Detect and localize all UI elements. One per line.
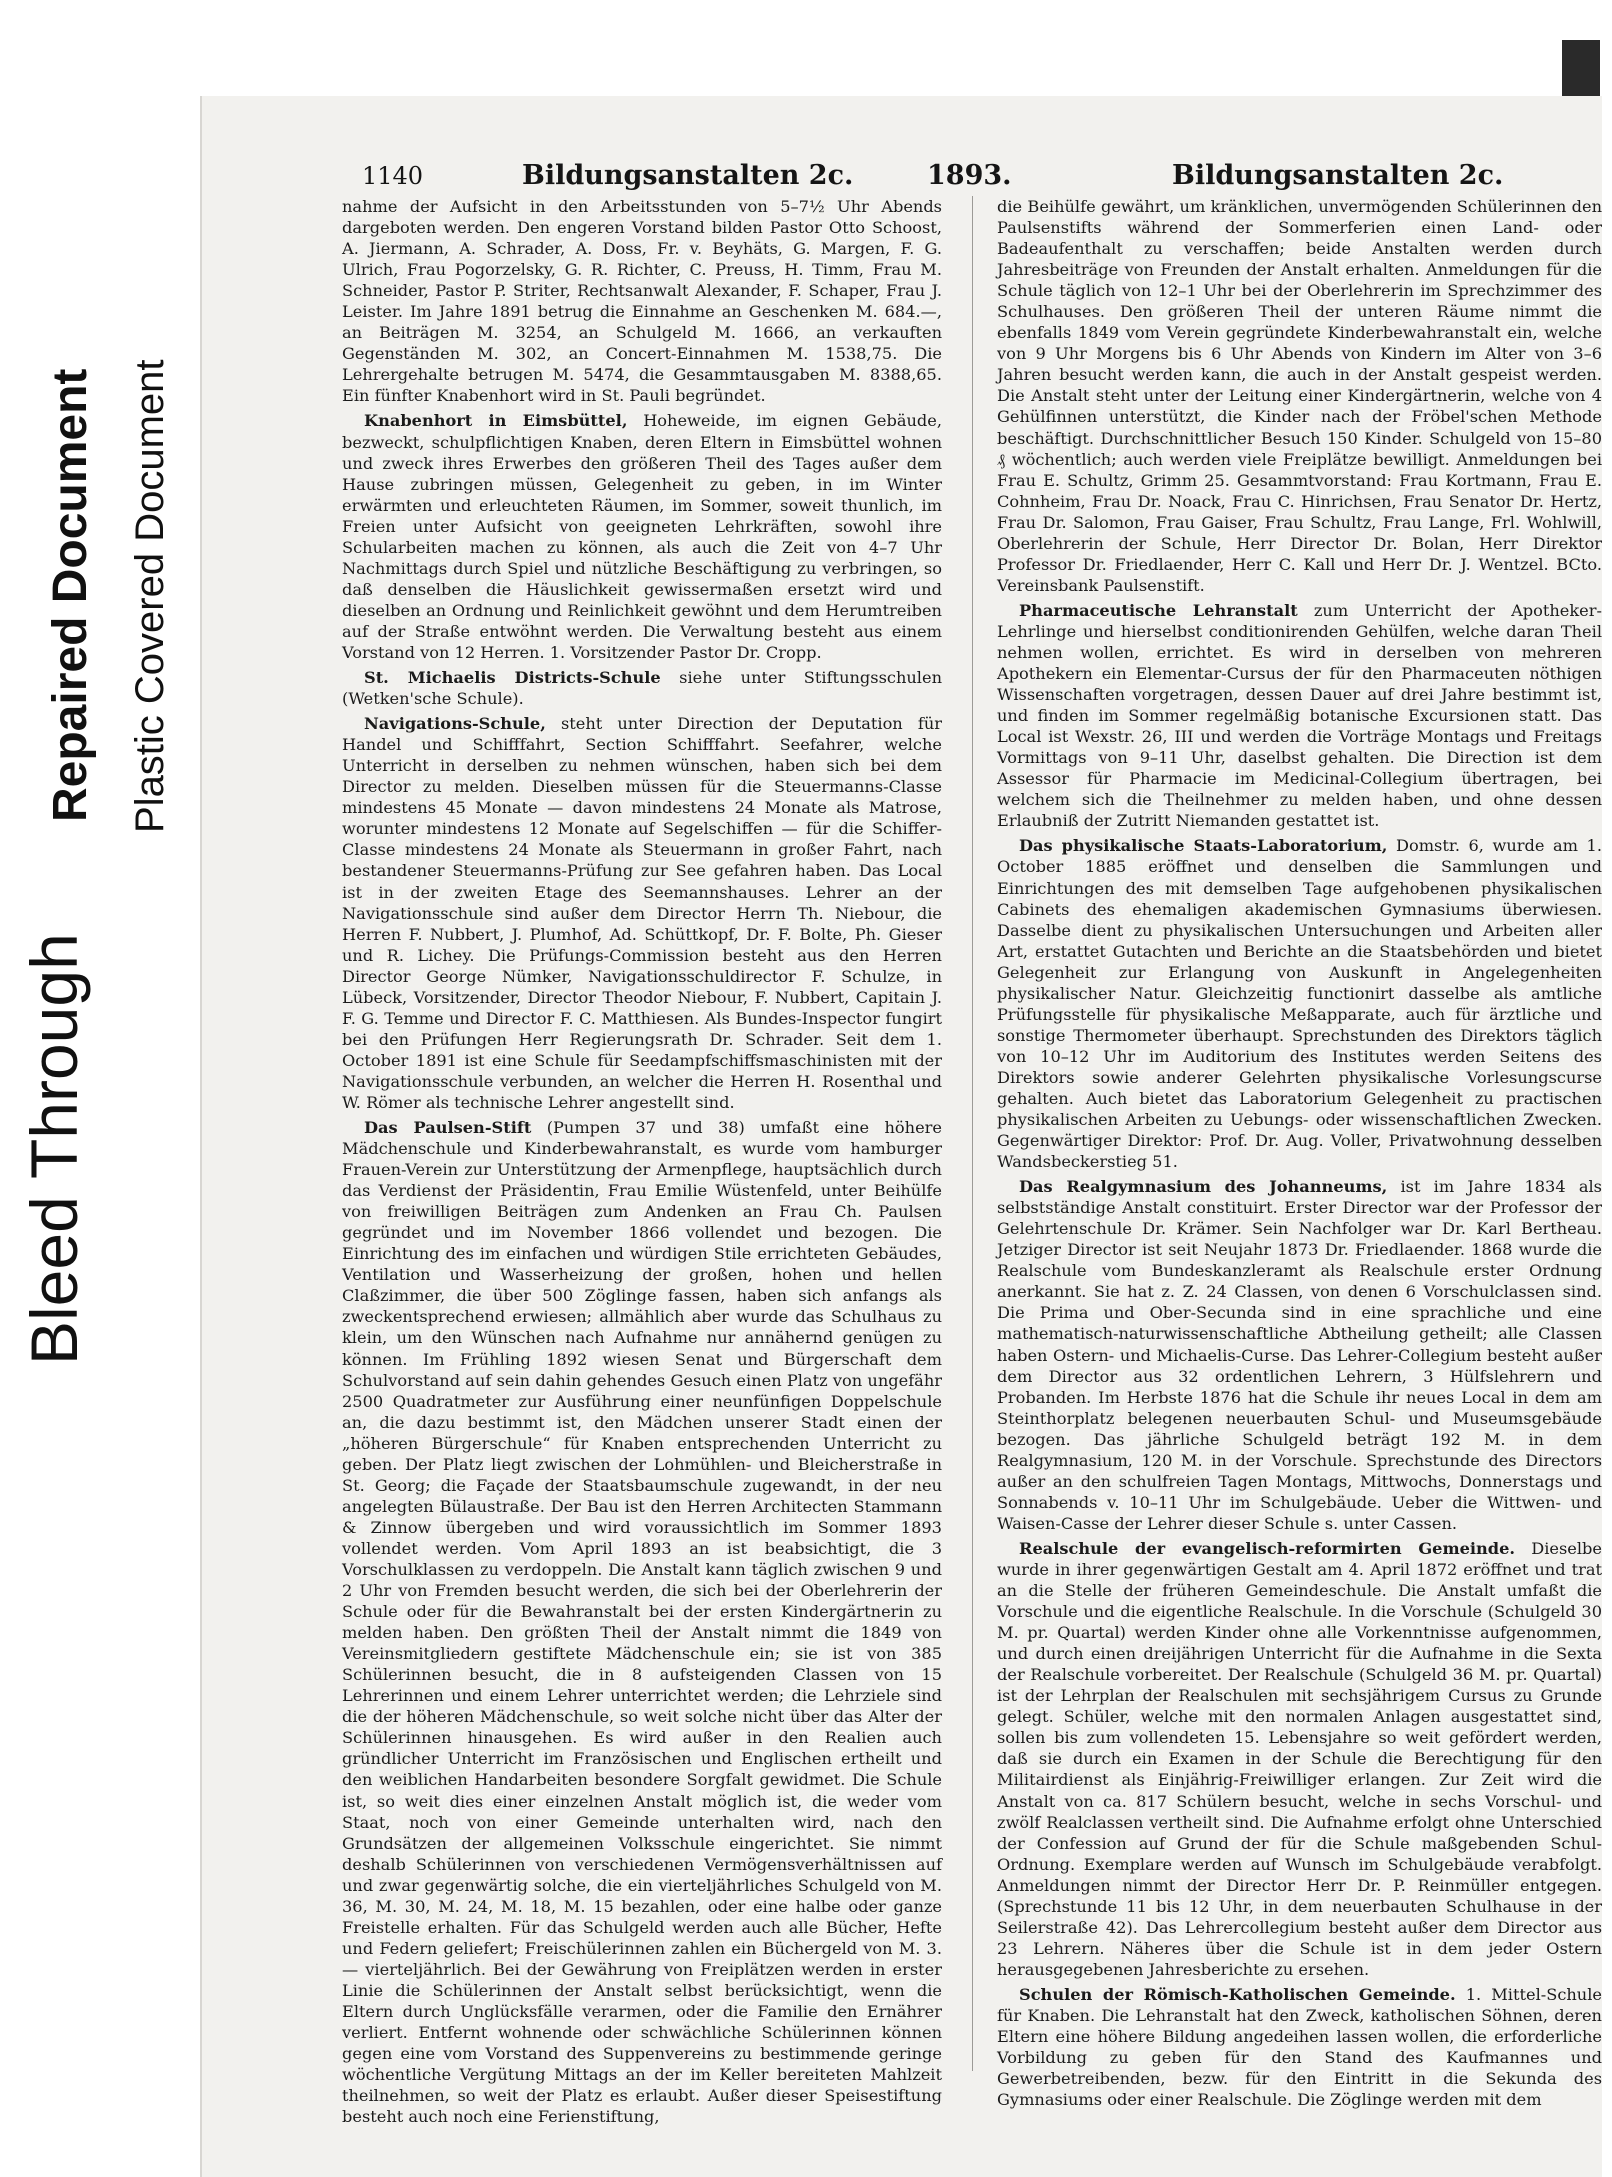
entry-body: steht unter Direction der Deputation für Handel und Schifffahrt, Section Schifffahrt. Seefahrer, welche Unterricht in derselben zu nehmen wünschen, haben sich bei dem Director zu melden. Dieselben müssen für die Steuermanns-Classe mindestens 45 Monate — davon mindestens 24 Monate als Matrose, worunter mindestens 12 Monate auf Segelschiffen — für die Schiffer-Classe mindestens 24 Monate als Steuermann in großer Fahrt, nach bestandener Steuermanns-Prüfung zur See gefahren haben. Das Local ist in der zweiten Etage des Seemannshauses. Lehrer an der Navigationsschule sind außer dem Director Herrn Th. Niebour, die Herren F. Nubbert, J. Plumhof, Ad. Schüttkopf, Dr. F. Bolte, Ph. Gieser und R. Lichey. Die Prüfungs-Commission besteht aus den Herren Director George Nümker, Navigationsschuldirector F. Schulze, in Lübeck, Vorsitzender, Director Theodor Niebour, F. Nubbert, Capitain J. F. G. Temme und Director F. C. Matthiesen. Als Bundes-Inspector fungirt bei den Prüfungen Herr Regierungsrath Dr. Schrader. Seit dem 1. October 1891 ist eine Schule für Seedampfschiffsmaschinisten mit der Navigationsschule verbunden, an welcher die Herren H. Rosenthal und W. Römer als technische Lehrer angestellt sind. — [342, 714, 942, 1112]
entry-staats-laboratorium — [997, 835, 1602, 1172]
entry-title: St. Michaelis Districts-Schule — [364, 668, 661, 688]
plastic-covered-label: Plastic Covered Document — [128, 359, 172, 833]
right-column — [997, 196, 1602, 2110]
entry-realschule-reformirt — [997, 1538, 1602, 1980]
entry-title: Das Realgymnasium des Johanneums, — [1019, 1177, 1388, 1197]
entry-title: Pharmaceutische Lehranstalt — [1019, 600, 1298, 620]
repaired-document-label: Repaired Document — [44, 368, 97, 822]
entry-body: Hoheweide, im eignen Gebäude, bezweckt, schulpflichtigen Knaben, deren Eltern in Eimsbüttel wohnen und zweck ihres Erwerbes den größeren Theil des Tages außer dem Hause zubringen müssen, Gelegenheit zu geben, in im Winter erwärmten und erleuchteten Räumen, im Sommer, soweit thunlich, im Freien unter Aufsicht von geeigneten Lehrkräften, sowohl ihre Schularbeiten machen zu können, als auch die Zeit von 4–7 Uhr Nachmittags durch Spiel und nützliche Beschäftigung zu verbringen, so daß denselben die Häuslichkeit gewissermaßen ersetzt wird und dieselben an Ordnung und Reinlichkeit gewöhnt und dem Herumtreiben auf der Straße entwöhnt werden. Die Verwaltung besteht aus einem Vorstand von 12 Herren. 1. Vorsitzender Pastor Dr. Cropp. — [342, 411, 942, 662]
entry-navigation — [342, 713, 942, 1113]
document-page — [200, 96, 1602, 2177]
running-title-left: Bildungsanstalten 2c. — [522, 160, 854, 191]
running-title-right: Bildungsanstalten 2c. — [1172, 160, 1504, 191]
bleed-through-label: Bleed Through — [17, 933, 91, 1365]
left-column — [342, 196, 942, 2131]
entry-title: Das Paulsen-Stift — [364, 1118, 532, 1138]
entry-paulsen-stift — [342, 1117, 942, 2127]
page-header — [362, 156, 1612, 192]
entry-knabenhort — [342, 410, 942, 663]
entry-body: Dieselbe wurde in ihrer gegenwärtigen Gestalt am 4. April 1872 eröffnet und trat an die Stelle der früheren Gemeindeschule. Die Anstalt umfaßt die Vorschule und die eigentliche Realschule. In die Vorschule (Schulgeld 30 M. pr. Quartal) werden Kinder ohne alle Vorkenntnisse aufgenommen, und durch einen dreijährigen Unterricht für die Aufnahme in die Sexta der Realschule vorbereitet. Der Realschule (Schulgeld 36 M. pr. Quartal) ist der Lehrplan der Realschulen mit sechsjährigem Cursus zu Grunde gelegt. Schüler, welche mit den normalen Anlagen ausgestattet sind, sollen bis zum vollendeten 15. Lebensjahre so weit gefördert werden, daß sie durch ein Examen in der Schule die Berechtigung für den Militairdienst als Einjährig-Freiwilliger erlangen. Zur Zeit wird die Anstalt von ca. 817 Schülern besucht, welche in sechs Vorschul- und zwölf Realclassen vertheilt sind. Die Aufnahme erfolgt ohne Unterschied der Confession auf Grund der für die Schule maßgebenden Schul-Ordnung. Exemplare werden auf Wunsch im Schulgebäude verabfolgt. Anmeldungen nimmt der Director Herr Dr. P. Reinmüller entgegen. (Sprechstunde 11 bis 12 Uhr, in dem neuerbauten Schulhause in der Seilerstraße 42). Das Lehrercollegium besteht außer dem Director aus 23 Lehrern. Näheres über die Schule ist in dem jeder Ostern herausgegebenen Jahresberichte zu ersehen. — [997, 1538, 1602, 1979]
continued-paragraph: nahme der Aufsicht in den Arbeitsstunden von 5–7½ Uhr Abends dargeboten werden. Den engeren Vorstand bilden Pastor Otto Schoost, A. Jiermann, A. Schrader, A. Doss, Fr. v. Beyhäts, G. Margen, F. G. Ulrich, Frau Pogorzelsky, G. R. Richter, C. Preuss, H. Timm, Frau M. Schneider, Pastor P. Striter, Rechtsanwalt Alexander, F. Schaper, Frau J. Leister. Im Jahre 1891 betrug die Einnahme an Geschenken M. 684.—, an Beiträgen M. 3254, an Schulgeld M. 1666, an verkauften Gegenständen M. 302, an Concert-Einnahmen M. 1538,75. Die Lehrergehalte betrugen M. 5474, die Gesammtausgaben M. 8388,65. Ein fünfter Knabenhort wird in St. Pauli begründet. — [342, 197, 942, 406]
entry-title: Realschule der evangelisch-reformirten Gemeinde. — [1019, 1538, 1516, 1558]
entry-body: ist im Jahre 1834 als selbstständige Anstalt constituirt. Erster Director war der Professor der Gelehrtenschule Dr. Krämer. Sein Nachfolger war Dr. Karl Bertheau. Jetziger Director ist seit Neujahr 1873 Dr. Friedlaender. 1868 wurde die Realschule vom Bundeskanzleramt als Realschule erster Ordnung anerkannt. Sie hat z. Z. 24 Classen, von denen 6 Vorschulclassen sind. Die Prima und Ober-Secunda sind in eine sprachliche und eine mathematisch-naturwissenschaftliche Abtheilung getheilt; alle Classen haben Ostern- und Michaelis-Curse. Das Lehrer-Collegium besteht außer dem Director aus 32 ordentlichen Lehrern, 3 Hülfslehrern und Probanden. Im Herbste 1876 hat die Schule ihr neues Local in dem am Steinthorplatz belegenen neuerbauten Schul- und Museumsgebäude bezogen. Das jährliche Schulgeld beträgt 192 M. in dem Realgymnasium, 120 M. in der Vorschule. Sprechstunde des Directors außer an den schulfreien Tagen Montags, Mittwochs, Donnerstags und Sonnabends v. 10–11 Uhr im Schulgebäude. Ueber die Wittwen- und Waisen-Casse der Lehrer dieser Schule s. unter Cassen. — [997, 1177, 1602, 1533]
header-year: 1893. — [927, 160, 1012, 191]
entry-realgymnasium — [997, 1176, 1602, 1534]
entry-body: 1. Mittel-Schule für Knaben. Die Lehranstalt hat den Zweck, katholischen Söhnen, deren Eltern eine höhere Bildung angedeihen lassen wollen, die erforderliche Vorbildung zu geben für den Stand des Kaufmannes und Gewerbetreibenden, bezw. für den Eintritt in die Sekunda des Gymnasiums oder einer Realschule. Die Zöglinge werden mit dem — [997, 1984, 1602, 2110]
entry-body: zum Unterricht der Apotheker-Lehrlinge und hierselbst conditionirenden Gehülfen, welche daran Theil nehmen wollen, errichtet. Es wird in derselben von mehreren Apothekern ein Elementar-Cursus der für den Pharmaceuten nöthigen Wissenschaften vorgetragen, dessen Dauer auf drei Jahre bestimmt ist, und finden im Sommer regelmäßig botanische Excursionen statt. Das Local ist Wexstr. 26, III und werden die Vorträge Montags und Freitags Vormittags von 9–11 Uhr, daselbst gehalten. Die Direction ist dem Assessor für Pharmacie im Medicinal-Collegium übertragen, bei welchem sich die Theilnehmer zu melden haben, und ohne dessen Erlaubniß der Zutritt Niemanden gestattet ist. — [997, 600, 1602, 831]
entry-title: Navigations-Schule, — [364, 714, 546, 734]
entry-katholische-schulen — [997, 1984, 1602, 2110]
continued-paragraph: die Beihülfe gewährt, um kränklichen, unvermögenden Schülerinnen den Paulsenstifts während der Sommerferien einen Land- oder Badeaufenthalt zu verschaffen; beide Anstalten werden durch Jahresbeiträge von Freunden der Anstalt erhalten. Anmeldungen für die Schule täglich von 12–1 Uhr bei der Oberlehrerin im Sprechzimmer des Schulhauses. Den größeren Theil der unteren Räume nimmt die ebenfalls 1849 vom Verein gegründete Kinderbewahranstalt ein, welche von 9 Uhr Morgens bis 6 Uhr Abends von Kindern im Alter von 3–6 Jahren besucht werden kann, die auch in der Anstalt gespeist werden. Die Anstalt steht unter der Leitung einer Kindergärtnerin, welche von 4 Gehülfinnen unterstützt, die Kinder nach der Fröbel'schen Methode beschäftigt. Durchschnittlicher Besuch 150 Kinder. Schulgeld von 15–80 ₰ wöchentlich; auch werden viele Freiplätze bewilligt. Anmeldungen bei Frau E. Schultz, Grimm 25. Gesammtvorstand: Frau Kortmann, Frau E. Cohnheim, Frau Dr. Noack, Frau C. Hinrichsen, Frau Senator Dr. Hertz, Frau Dr. Salomon, Frau Gaiser, Frau Schultz, Frau Lange, Frl. Wohlwill, Oberlehrerin der Schule, Herr Director Dr. Bolan, Herr Direktor Professor Dr. Friedlaender, Herr C. Kall und Herr Dr. J. Wentzel. BCto. Vereinsbank Paulsenstift. — [997, 197, 1602, 595]
entry-title: Schulen der Römisch-Katholischen Gemeinde. — [1019, 1984, 1456, 2004]
entry-body: Domstr. 6, wurde am 1. October 1885 eröffnet und denselben die Sammlungen und Einrichtungen des mit demselben Tage aufgehobenen physikalischen Cabinets des ehemaligen akademischen Gymnasiums überwiesen. Dasselbe dient zu physikalischen Untersuchungen und Arbeiten aller Art, erstattet Gutachten und Berichte an die Staatsbehörden und bietet Gelegenheit zur Erlangung von Auskunft in Angelegenheiten physikalischer Natur. Gleichzeitig functionirt dasselbe als amtliche Prüfungsstelle für physikalische Meßapparate, auch für ärztliche und sonstige Thermometer überhaupt. Sprechstunden des Direktors täglich von 10–12 Uhr im Auditorium des Institutes werden Seitens des Direktors sowie anderer Gelehrten physikalische Vorlesungscurse gehalten. Auch bietet das Laboratorium Gelegenheit zu practischen physikalischen Arbeiten zu Uebungs- oder wissenschaftlichen Zwecken. Gegenwärtiger Direktor: Prof. Dr. Aug. Voller, Privatwohnung desselben Wandsbeckerstieg 51. — [997, 836, 1602, 1172]
entry-body: siehe unter Stiftungsschulen (Wetken'sche Schule). — [342, 668, 942, 709]
page-number: 1140 — [362, 162, 424, 190]
entry-michaelis — [342, 667, 942, 709]
column-divider — [972, 196, 973, 2071]
entry-body: (Pumpen 37 und 38) umfaßt eine höhere Mädchenschule und Kinderbewahranstalt, es wurde vom hamburger Frauen-Verein zur Unterstützung der Armenpflege, hauptsächlich durch das Verdienst der Präsidentin, Frau Emilie Wüstenfeld, unter Beihülfe von freiwilligen Beiträgen zum Andenken an Frau Ch. Paulsen gegründet und im November 1866 vollendet und bezogen. Die Einrichtung des im einfachen und würdigen Stile errichteten Gebäudes, Ventilation und Wasserheizung der großen, hohen und hellen Claßzimmer, die über 500 Zöglinge fassen, haben sich anfangs als zweckentsprechend erwiesen; allmählich aber wurde das Schulhaus zu klein, um den Wünschen nach Aufnahme nur annähernd genügen zu können. Im Frühling 1892 wiesen Senat und Bürgerschaft dem Schulvorstand auf sein dahin gehendes Gesuch einen Platz von ungefähr 2500 Quadratmeter zur Ausführung einer neunfünfigen Doppelschule an, die dazu bestimmt ist, den Mädchen unserer Stadt einen der „höheren Bürgerschule“ für Knaben entsprechenden Unterricht zu geben. Der Platz liegt zwischen der Lohmühlen- und Bleicherstraße in St. Georg; die Façade der Staatsbaumschule zugewandt, in der neu angelegten Bülaustraße. Der Bau ist den Herren Architecten Stammann & Zinnow übergeben und wird voraussichtlich im Sommer 1893 vollendet werden. Vom April 1893 an ist beabsichtigt, die 3 Vorschulklassen zu verdoppeln. Die Anstalt kann täglich zwischen 9 und 2 Uhr von Fremden besucht werden, die sich bei der Oberlehrerin der Schule oder für die Bewahranstalt bei der ersten Kindergärtnerin zu melden haben. Den größten Theil der Anstalt nimmt die 1849 von Vereinsmitgliedern gestiftete Mädchenschule ein; sie ist von 385 Schülerinnen besucht, die in 8 aufsteigenden Classen von 15 Lehrerinnen und einem Lehrer unterrichtet werden; die Lehrziele sind die der höheren Mädchenschule, so weit solche nicht über das Alter der Schülerinnen hinausgehen. Es wird außer in den Realien auch gründlicher Unterricht im Französischen und Englischen ertheilt und den weiblichen Handarbeiten besondere Sorgfalt gewidmet. Die Schule ist, so weit dies einer einzelnen Anstalt möglich ist, die weder vom Staat, noch von einer Gemeinde unterhalten wird, nach den Grundsätzen der allgemeinen Volksschule eingerichtet. Sie nimmt deshalb Schülerinnen von verschiedenen Vermögensverhältnissen auf und zwar gegenwärtig solche, die ein vierteljährliches Schulgeld von M. 36, M. 30, M. 24, M. 18, M. 15 bezahlen, oder eine halbe oder ganze Freistelle erhalten. Für das Schulgeld werden auch alle Bücher, Hefte und Federn geliefert; Freischülerinnen zahlen ein Büchergeld von M. 3.— vierteljährlich. Bei der Gewährung von Freiplätzen werden in erster Linie die Schülerinnen der Anstalt selbst berücksichtigt, wenn die Eltern durch Unglücksfälle verarmen, oder die Familie den Ernährer verliert. Entfernt wohnende oder schwächliche Schülerinnen können gegen eine vom Vorstand des Suppenvereins zu bestimmende geringe wöchentliche Vergütung Mittags an der im Keller bereiteten Mahlzeit theilnehmen, so weit der Platz es erlaubt. Außer dieser Speisestiftung besteht auch noch eine Ferienstiftung, — [342, 1118, 942, 2127]
entry-title: Das physikalische Staats-Laboratorium, — [1019, 836, 1388, 856]
entry-pharmaceutische — [997, 600, 1602, 832]
entry-title: Knabenhort in Eimsbüttel, — [364, 411, 628, 431]
annotation-label-panel — [0, 0, 205, 1380]
